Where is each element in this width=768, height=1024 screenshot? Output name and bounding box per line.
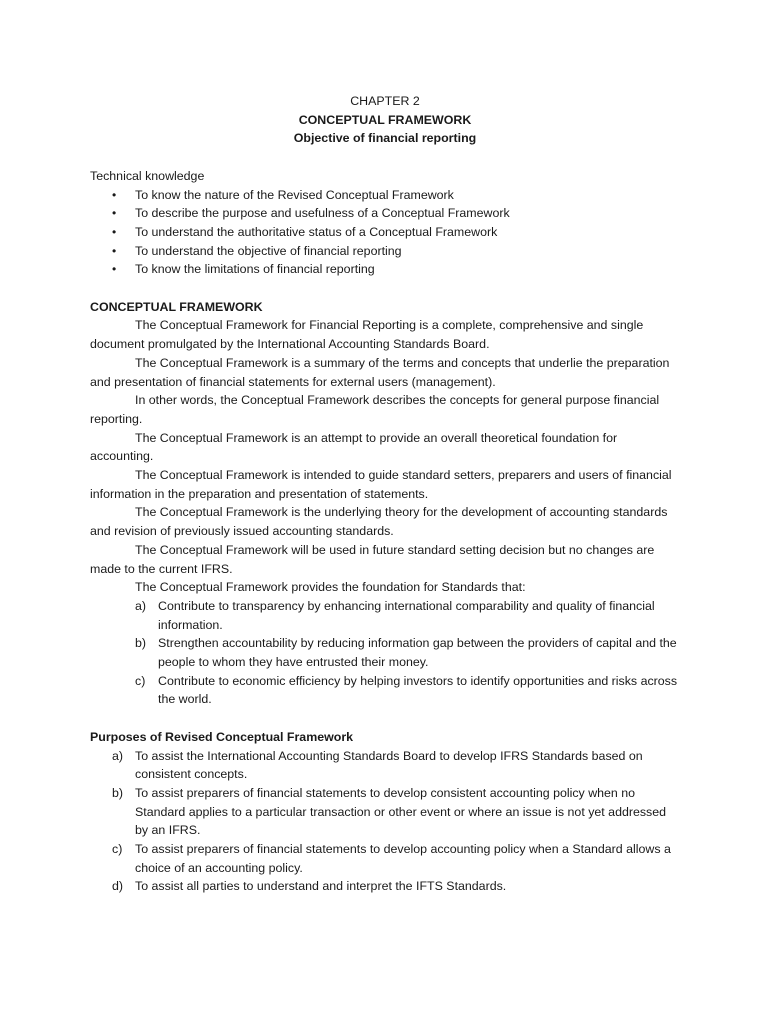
- list-marker: b): [135, 636, 147, 651]
- bullet-text: To understand the objective of financial reporting: [135, 243, 402, 258]
- framework-paragraph: The Conceptual Framework is a summary of the terms and concepts that underlie the preparation and presentation of financial statements for external users (management).: [90, 355, 670, 389]
- framework-paragraph: The Conceptual Framework is an attempt to provide an overall theoretical foundation for accounting.: [90, 430, 618, 464]
- bullet-text: To understand the authoritative status of a Conceptual Framework: [135, 224, 498, 239]
- bullet-item: [90, 260, 680, 279]
- list-item-text: Contribute to transparency by enhancing international comparability and quality of financial information.: [158, 598, 655, 632]
- bullet-text: To describe the purpose and usefulness of a Conceptual Framework: [135, 206, 510, 221]
- list-marker: c): [112, 842, 123, 857]
- spacer: [90, 709, 680, 728]
- list-marker: b): [112, 785, 124, 800]
- bullet-item: [90, 242, 680, 261]
- list-item-text: To assist all parties to understand and interpret the IFTS Standards.: [135, 879, 507, 894]
- bullet-icon: •: [112, 262, 117, 277]
- bullet-item: [90, 223, 680, 242]
- technical-knowledge-list: [90, 186, 680, 280]
- framework-paragraph: The Conceptual Framework for Financial Reporting is a complete, comprehensive and single document promulgated by the International Accounting Standards Board.: [90, 318, 644, 352]
- list-marker: a): [135, 598, 147, 613]
- purposes-heading: Purposes of Revised Conceptual Framework: [90, 729, 354, 744]
- spacer: [90, 148, 680, 167]
- list-item-text: Contribute to economic efficiency by helping investors to identify opportunities and risks across the world.: [158, 673, 678, 707]
- list-marker: d): [112, 879, 124, 894]
- spacer: [90, 279, 680, 298]
- list-item-text: Strengthen accountability by reducing information gap between the providers of capital and the people to whom they have entrusted their money.: [158, 636, 677, 670]
- framework-standards-list: [90, 597, 680, 709]
- bullet-text: To know the nature of the Revised Conceptual Framework: [135, 187, 454, 202]
- document-page: [90, 92, 680, 896]
- framework-paragraph: In other words, the Conceptual Framework describes the concepts for general purpose financial reporting.: [90, 393, 660, 426]
- framework-paragraph: The Conceptual Framework will be used in future standard setting decision but no changes are made to the current IFRS.: [90, 542, 655, 576]
- purposes-list: [90, 747, 680, 897]
- chapter-title: CONCEPTUAL FRAMEWORK: [298, 112, 472, 127]
- list-marker: c): [135, 673, 146, 688]
- bullet-item: [90, 204, 680, 223]
- list-item: [90, 597, 680, 634]
- chapter-subtitle: Objective of financial reporting: [293, 131, 477, 146]
- framework-paragraph: The Conceptual Framework is the underlying theory for the development of accounting standards and revision of previously issued accounting standards.: [90, 505, 668, 539]
- list-item-text: To assist preparers of financial statements to develop accounting policy when a Standard allows a choice of an accounting policy.: [135, 842, 671, 875]
- bullet-item: [90, 186, 680, 205]
- bullet-icon: •: [112, 206, 117, 221]
- list-item: [90, 840, 680, 877]
- chapter-label: CHAPTER 2: [350, 94, 420, 108]
- bullet-icon: •: [112, 243, 117, 258]
- framework-heading: CONCEPTUAL FRAMEWORK: [90, 299, 263, 314]
- technical-knowledge-heading: Technical knowledge: [90, 168, 205, 183]
- list-item-text: To assist preparers of financial statements to develop consistent accounting policy when no Standard applies to a particular transaction or other event or where an issue is not yet addressed by an IFRS.: [135, 785, 667, 838]
- list-marker: a): [112, 748, 124, 763]
- list-item: [90, 747, 680, 784]
- bullet-text: To know the limitations of financial reporting: [135, 262, 375, 277]
- list-item: [90, 634, 680, 671]
- list-item: [90, 784, 680, 840]
- bullet-icon: •: [112, 187, 117, 202]
- list-item-text: To assist the International Accounting Standards Board to develop IFRS Standards based on consistent concepts.: [135, 748, 643, 782]
- bullet-icon: •: [112, 224, 117, 239]
- framework-paragraph: The Conceptual Framework is intended to guide standard setters, preparers and users of financial information in the preparation and presentation of statements.: [90, 468, 672, 501]
- list-item: [90, 877, 680, 896]
- list-item: [90, 672, 680, 709]
- framework-paragraph: The Conceptual Framework provides the foundation for Standards that:: [135, 580, 526, 595]
